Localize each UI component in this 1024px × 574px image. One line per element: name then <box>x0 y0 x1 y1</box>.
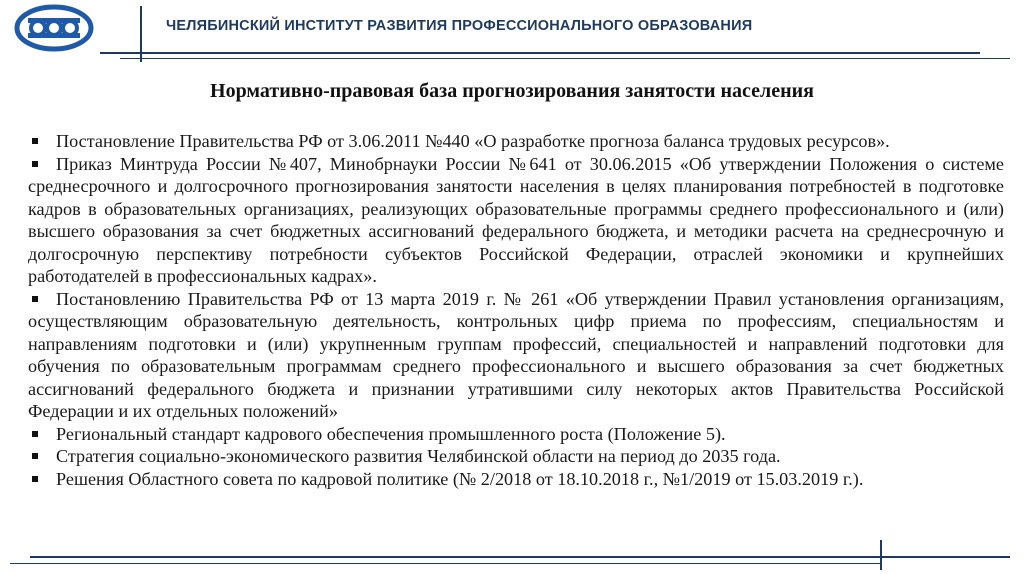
bullet-icon <box>32 431 38 437</box>
list-item-text: Стратегия социально-экономического развития Челябинской области на период до 2035 года. <box>56 446 781 466</box>
list-item-text: Региональный стандарт кадрового обеспечения промышленного роста (Положение 5). <box>56 423 726 444</box>
bullet-icon <box>32 138 38 144</box>
list-item <box>28 153 1004 288</box>
list-item <box>28 445 1004 468</box>
list-item <box>28 288 1004 423</box>
bullet-icon <box>32 296 38 302</box>
bullet-icon <box>32 161 38 167</box>
list-item <box>28 423 1004 446</box>
footer-divider <box>30 556 1010 558</box>
list-item <box>28 468 1004 491</box>
footer-vertical-divider <box>880 540 882 570</box>
slide-title: Нормативно-правовая база прогнозирования занятости населения <box>210 80 814 102</box>
institute-logo-icon <box>14 4 94 52</box>
header-divider <box>100 52 980 54</box>
list-item <box>28 130 1004 153</box>
list-item-text: Постановление Правительства РФ от 3.06.2011 №440 «О разработке прогноза баланса трудовых ресурсов». <box>56 131 890 151</box>
institute-name: ЧЕЛЯБИНСКИЙ ИНСТИТУТ РАЗВИТИЯ ПРОФЕССИОНАЛЬНОГО ОБРАЗОВАНИЯ <box>166 18 753 34</box>
list-item-text: Приказ Минтруда России №407, Минобрнауки России №641 от 30.06.2015 «Об утверждении Положения о системе среднесрочного и долгосрочного прогнозирования занятости населения в целях планирования потребностей в подготовке кадров в образовательных организациях, реализующих образовательные программы среднего профессионального и (или) высшего образования за счет бюджетных ассигнований федерального бюджета, и методики расчета на среднесрочную и долгосрочную перспективу потребности субъектов Российской Федерации, отраслей экономики и крупнейших работодателей в профессиональных кадрах». <box>28 153 1004 286</box>
regulations-list <box>28 130 1004 490</box>
bullet-icon <box>32 476 38 482</box>
list-item-text: Постановлению Правительства РФ от 13 марта 2019 г. № 261 «Об утверждении Правил установления организациям, осуществляющим образовательную деятельность, контрольных цифр приема по профессиям, специальностям и направлениям подготовки и (или) укрупненным группам профессий, специальностей и направлений подготовки для обучения по образовательным программам среднего профессионального и высшего образования за счет бюджетных ассигнований федерального бюджета и признании утратившими силу некоторых актов Правительства Российской Федерации и их отдельных положений» <box>28 288 1004 421</box>
header-divider-secondary <box>120 58 1010 59</box>
bullet-icon <box>32 453 38 459</box>
footer-divider-secondary <box>10 563 880 564</box>
list-item-text: Решения Областного совета по кадровой политике (№ 2/2018 от 18.10.2018 г., №1/2019 от 15.03.2019 г.). <box>56 468 864 489</box>
